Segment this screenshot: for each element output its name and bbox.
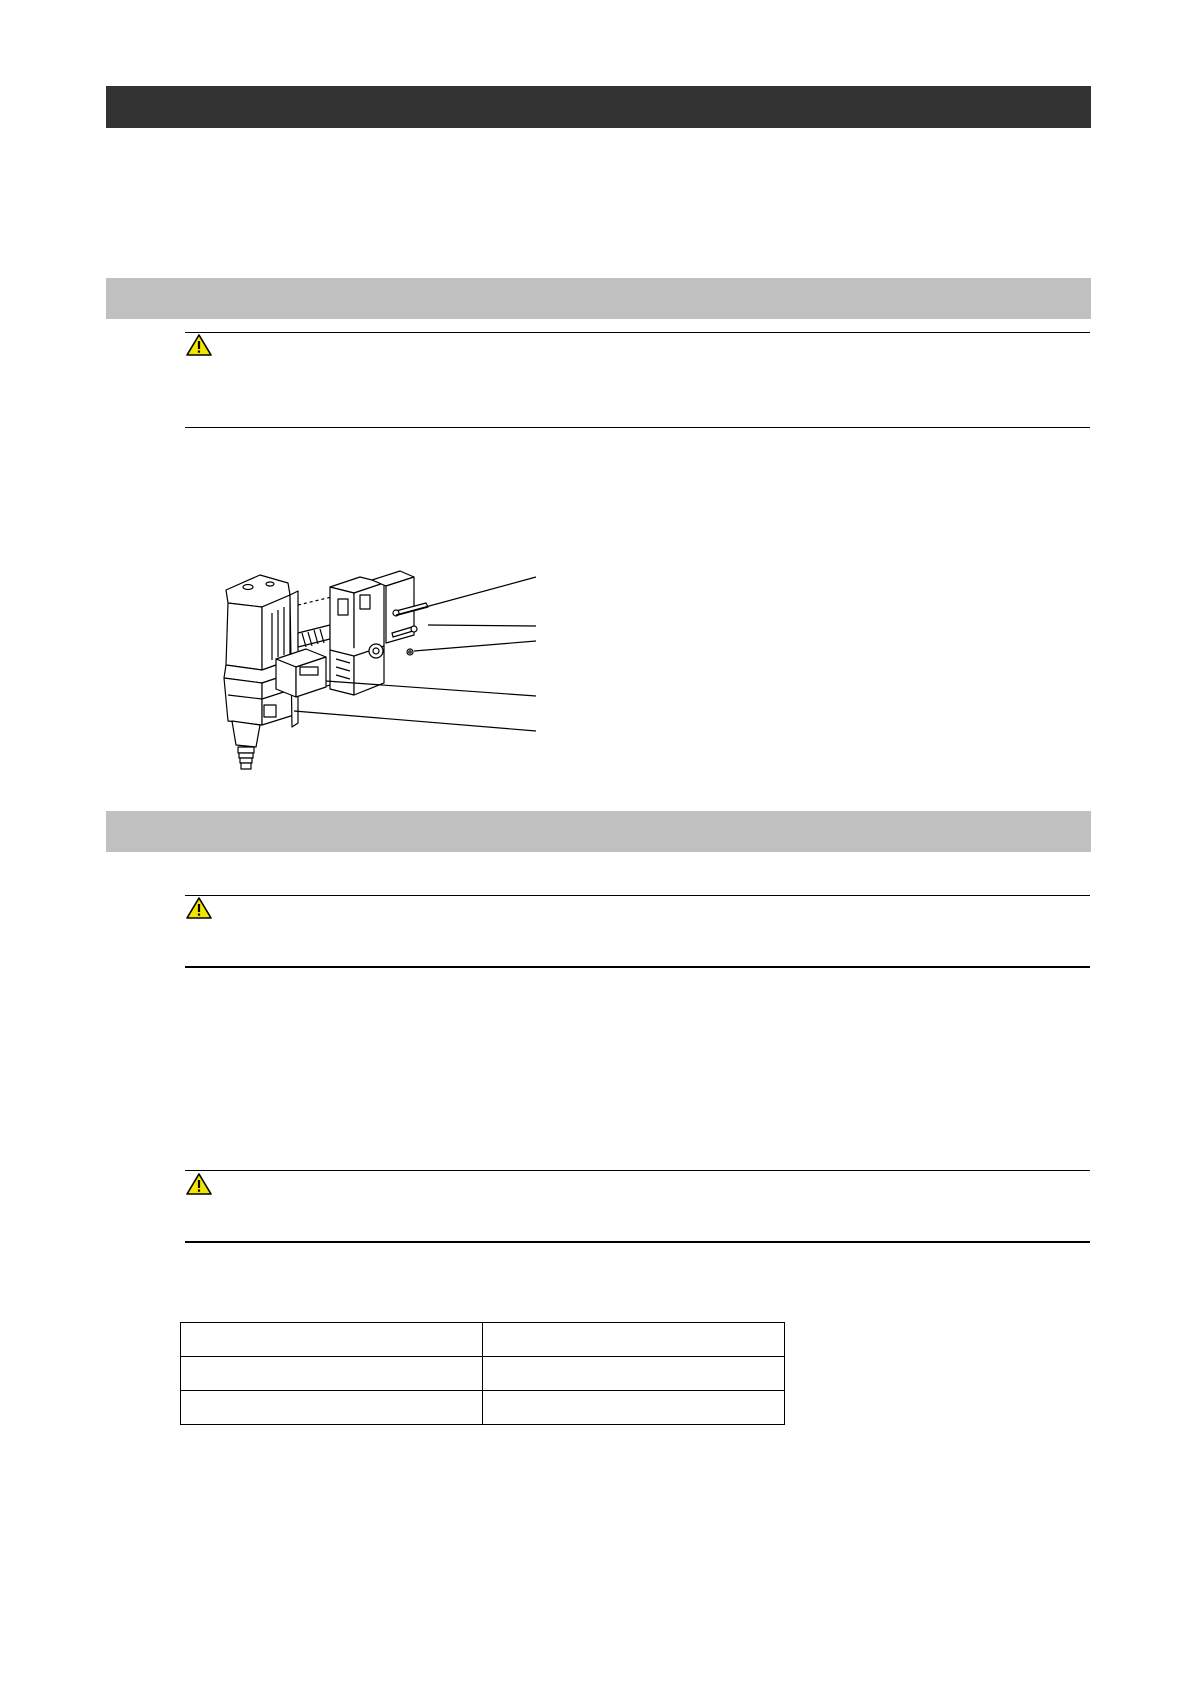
table-row (181, 1391, 785, 1425)
chapter-title-bar (106, 86, 1091, 128)
warning-box-bottom-rule-2 (185, 966, 1090, 968)
warning-box-top-rule-3 (185, 1170, 1090, 1171)
table-row (181, 1357, 785, 1391)
table-cell (181, 1357, 483, 1391)
warning-box-bottom-rule-1 (185, 427, 1090, 428)
table-row (181, 1323, 785, 1357)
warning-triangle-icon (186, 1172, 212, 1196)
table-cell (181, 1323, 483, 1357)
table-cell (483, 1323, 785, 1357)
warning-box-top-rule-2 (185, 895, 1090, 896)
warning-box-bottom-rule-3 (185, 1241, 1090, 1243)
warning-box-top-rule-1 (185, 332, 1090, 333)
drill-unit-exploded-diagram (200, 555, 540, 785)
section-header-bar-2 (106, 811, 1091, 852)
table-cell (483, 1391, 785, 1425)
warning-triangle-icon (186, 333, 212, 357)
table-cell (181, 1391, 483, 1425)
table-cell (483, 1357, 785, 1391)
section-header-bar-1 (106, 278, 1091, 319)
warning-triangle-icon (186, 896, 212, 920)
specification-table (180, 1322, 785, 1425)
